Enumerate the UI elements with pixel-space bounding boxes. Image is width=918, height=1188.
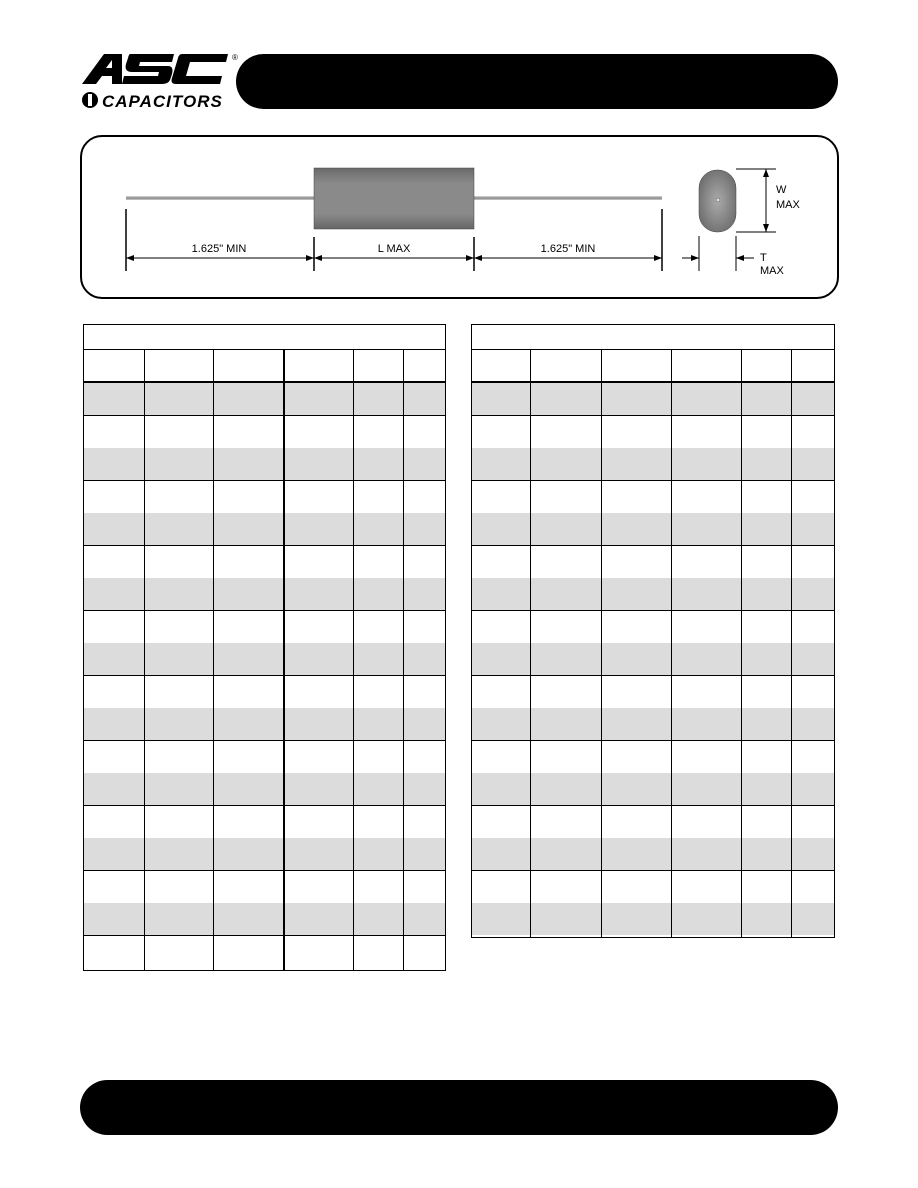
table-row [472,676,834,709]
table-row [472,416,834,449]
table-row [472,611,834,645]
table-row [472,481,834,514]
lead-right [474,196,662,200]
width-label: W [776,184,787,196]
column-divider [530,349,531,937]
lead-left-length-label: 1.625" MIN [191,243,247,255]
table-row [84,676,445,709]
lead-right-length-label: 1.625" MIN [540,243,596,255]
table-title-row [472,325,834,350]
width-max-label: MAX [776,199,800,211]
table-row [84,903,445,936]
header-bar [236,54,838,109]
column-divider [601,349,602,937]
spec-table-right [471,324,835,938]
table-row [472,741,834,774]
footer-bar [80,1080,838,1135]
thickness-label: T [760,252,767,264]
table-row [472,383,834,416]
column-divider [353,349,354,970]
dimension-diagram-panel [80,135,839,299]
table-row [472,903,834,935]
table-row [472,448,834,481]
capacitor-dimension-drawing [82,137,837,297]
table-row [472,546,834,579]
table-row [84,546,445,579]
table-row [472,578,834,611]
table-row [472,513,834,546]
table-row [472,806,834,839]
logo-subtext: CAPACITORS [102,92,223,111]
capacitor-body [314,168,474,229]
asc-capacitors-logo [78,50,238,114]
table-row [84,448,445,481]
table-row [84,838,445,871]
spec-table-left [83,324,446,971]
table-row [84,773,445,806]
table-row [472,773,834,806]
registered-mark: ® [232,53,238,62]
column-divider [144,349,145,970]
column-divider [213,349,214,970]
column-header-row [472,349,834,383]
table-row [84,481,445,514]
table-row [84,578,445,611]
column-divider [283,349,285,970]
table-row [472,643,834,676]
table-row [84,708,445,741]
table-row [84,383,445,416]
column-divider [403,349,404,970]
table-title-row [84,325,445,350]
lead-left [126,196,314,200]
table-row [84,643,445,676]
table-row [472,871,834,905]
column-divider [671,349,672,937]
table-row [472,838,834,871]
column-divider [791,349,792,937]
table-row [84,416,445,449]
column-header-row [84,349,445,383]
thickness-max-label: MAX [760,265,784,277]
table-row [84,611,445,645]
column-divider [741,349,742,937]
table-row [84,806,445,839]
table-row [472,708,834,741]
table-row [84,741,445,774]
table-row [84,871,445,905]
body-length-label: L MAX [377,243,411,255]
table-row [84,936,445,968]
table-row [84,513,445,546]
